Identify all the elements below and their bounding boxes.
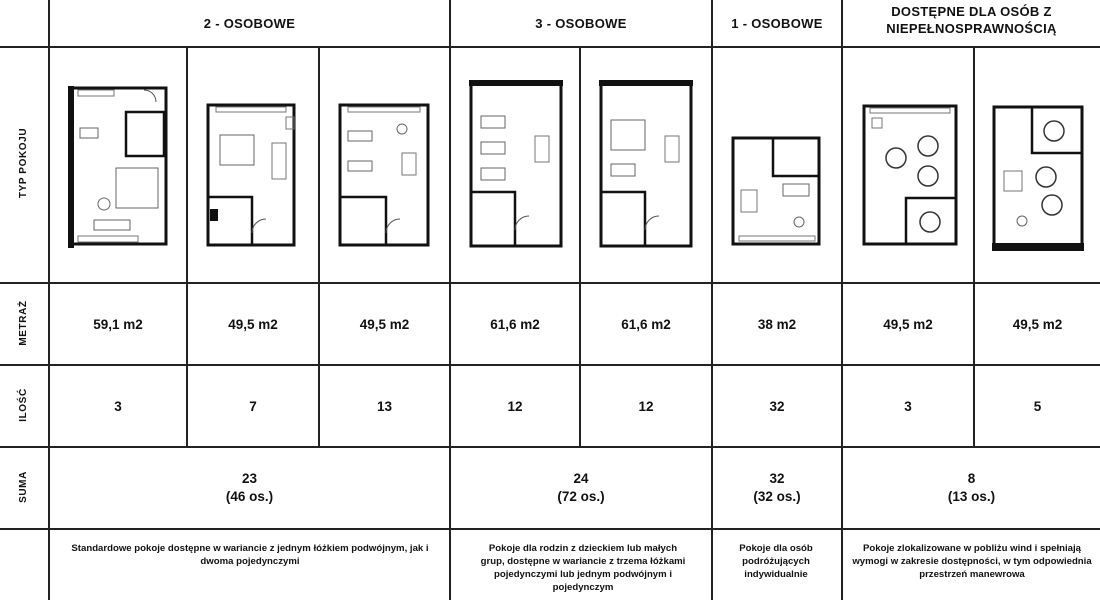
floor-plan-icon — [862, 104, 958, 248]
sum-value: 23 (46 os.) — [225, 471, 274, 504]
description-text: Standardowe pokoje dostępne w wariancie z jednym łóżkiem podwójnym, jak i dwoma pojedynczymi — [71, 543, 429, 567]
floor-plan-icon — [469, 80, 563, 250]
area-value: 59,1 m2 — [93, 316, 143, 332]
floor-plan-icon — [338, 103, 432, 249]
area-value: 61,6 m2 — [621, 316, 671, 332]
description-text: Pokoje dla osób podróżujących indywidualnie — [739, 543, 813, 580]
area-value: 49,5 m2 — [1012, 316, 1063, 332]
header-2-osobowe: 2 - OSOBOWE — [203, 15, 296, 31]
count-value: 32 — [769, 398, 785, 414]
header-3-osobowe: 3 - OSOBOWE — [535, 15, 627, 31]
floor-plan-icon — [992, 105, 1084, 251]
count-value: 13 — [376, 398, 393, 414]
sum-value: 8 (13 os.) — [947, 471, 996, 504]
sum-value: 24 (72 os.) — [557, 471, 605, 504]
area-value: 61,6 m2 — [490, 316, 540, 332]
sum-value: 32 (32 os.) — [753, 471, 801, 504]
area-value: 49,5 m2 — [359, 316, 410, 332]
header-1-osobowe: 1 - OSOBOWE — [731, 15, 823, 31]
row-label-typ-pokoju: TYP POKOJU — [18, 127, 29, 199]
header-dostepne: DOSTĘPNE DLA OSÓB Z NIEPEŁNOSPRAWNOŚCIĄ — [886, 4, 1057, 36]
row-label-ilosc: ILOŚĆ — [18, 388, 29, 422]
count-value: 12 — [638, 398, 654, 414]
floor-plan-icon — [68, 86, 168, 248]
count-value: 3 — [114, 398, 122, 414]
area-value: 49,5 m2 — [228, 316, 278, 332]
description-text: Pokoje dla rodzin z dzieckiem lub małych grup, dostępne w wariancie z trzema łóżkami pojedynczymi lub jednym podwójnym i pojedynczym — [480, 543, 686, 593]
count-value: 5 — [1033, 398, 1042, 414]
count-value: 3 — [904, 398, 912, 414]
row-label-suma: SUMA — [18, 471, 29, 503]
area-value: 38 m2 — [757, 316, 797, 332]
description-text: Pokoje zlokalizowane w pobliżu wind i spełniają wymogi w zakresie dostępności, w tym odpowiednia przestrzeń manewrowa — [852, 543, 1092, 580]
floor-plan-icon — [599, 80, 693, 250]
floor-plan-icon — [206, 103, 298, 249]
count-value: 7 — [249, 398, 257, 414]
count-value: 12 — [507, 398, 523, 414]
grid-line — [0, 46, 1100, 48]
floor-plan-icon — [731, 136, 823, 248]
row-label-metraz: METRAŻ — [18, 300, 29, 346]
area-value: 49,5 m2 — [883, 316, 933, 332]
